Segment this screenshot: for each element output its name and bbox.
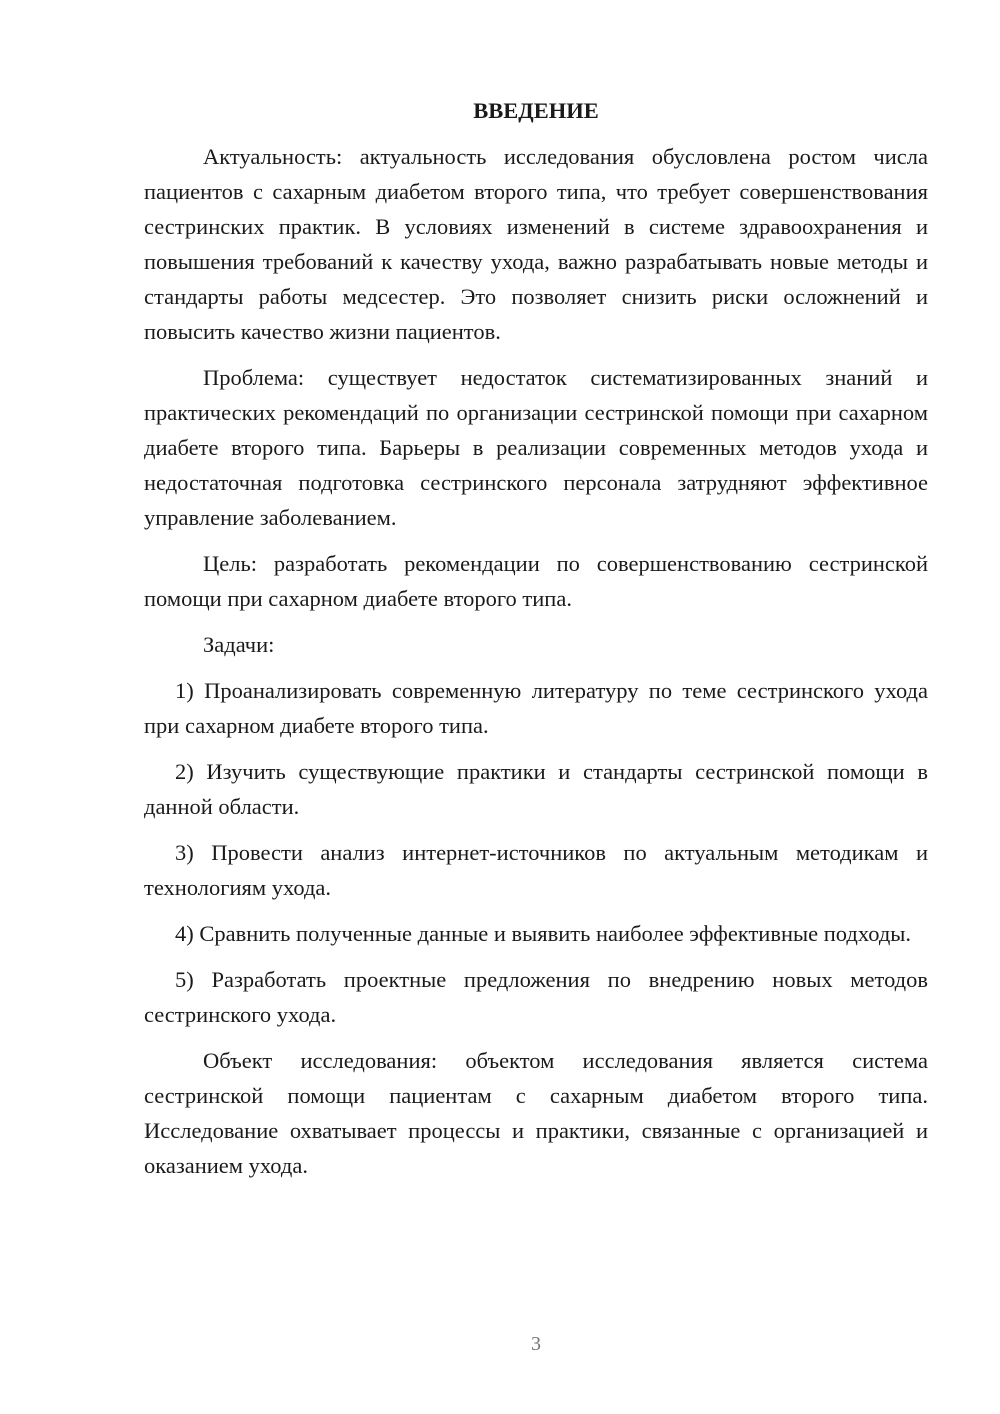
section-heading: ВВЕДЕНИЕ	[473, 98, 599, 123]
task-item: 2) Изучить существующие практики и стандарты сестринской помощи в данной области.	[144, 759, 928, 819]
document-page	[144, 96, 928, 1183]
paragraph-relevance: Актуальность: актуальность исследования обусловлена ростом числа пациентов с сахарным диабетом второго типа, что требует совершенствования сестринских практик. В условиях изменений в системе здравоохранения и повышения требований к качеству ухода, важно разрабатывать новые методы и стандарты работы медсестер. Это позволяет снизить риски осложнений и повысить качество жизни пациентов.	[144, 144, 928, 344]
task-item: 3) Провести анализ интернет-источников по актуальным методикам и технологиям ухода.	[144, 840, 928, 900]
tasks-label: Задачи:	[203, 632, 275, 657]
tasks-list	[144, 673, 928, 1032]
paragraph-object: Объект исследования: объектом исследования является система сестринской помощи пациентам с сахарным диабетом второго типа. Исследование охватывает процессы и практики, связанные с организацией и оказанием ухода.	[144, 1048, 928, 1178]
page-number: 3	[531, 1333, 541, 1355]
task-item: 1) Проанализировать современную литературу по теме сестринского ухода при сахарном диабете второго типа.	[144, 678, 928, 738]
paragraph-goal: Цель: разработать рекомендации по совершенствованию сестринской помощи при сахарном диабете второго типа.	[144, 551, 928, 611]
task-item: 5) Разработать проектные предложения по внедрению новых методов сестринского ухода.	[144, 967, 928, 1027]
paragraph-problem: Проблема: существует недостаток систематизированных знаний и практических рекомендаций по организации сестринской помощи при сахарном диабете второго типа. Барьеры в реализации современных методов ухода и недостаточная подготовка сестринского персонала затрудняют эффективное управление заболеванием.	[144, 365, 928, 530]
task-item: 4) Сравнить полученные данные и выявить наиболее эффективные подходы.	[175, 921, 912, 946]
